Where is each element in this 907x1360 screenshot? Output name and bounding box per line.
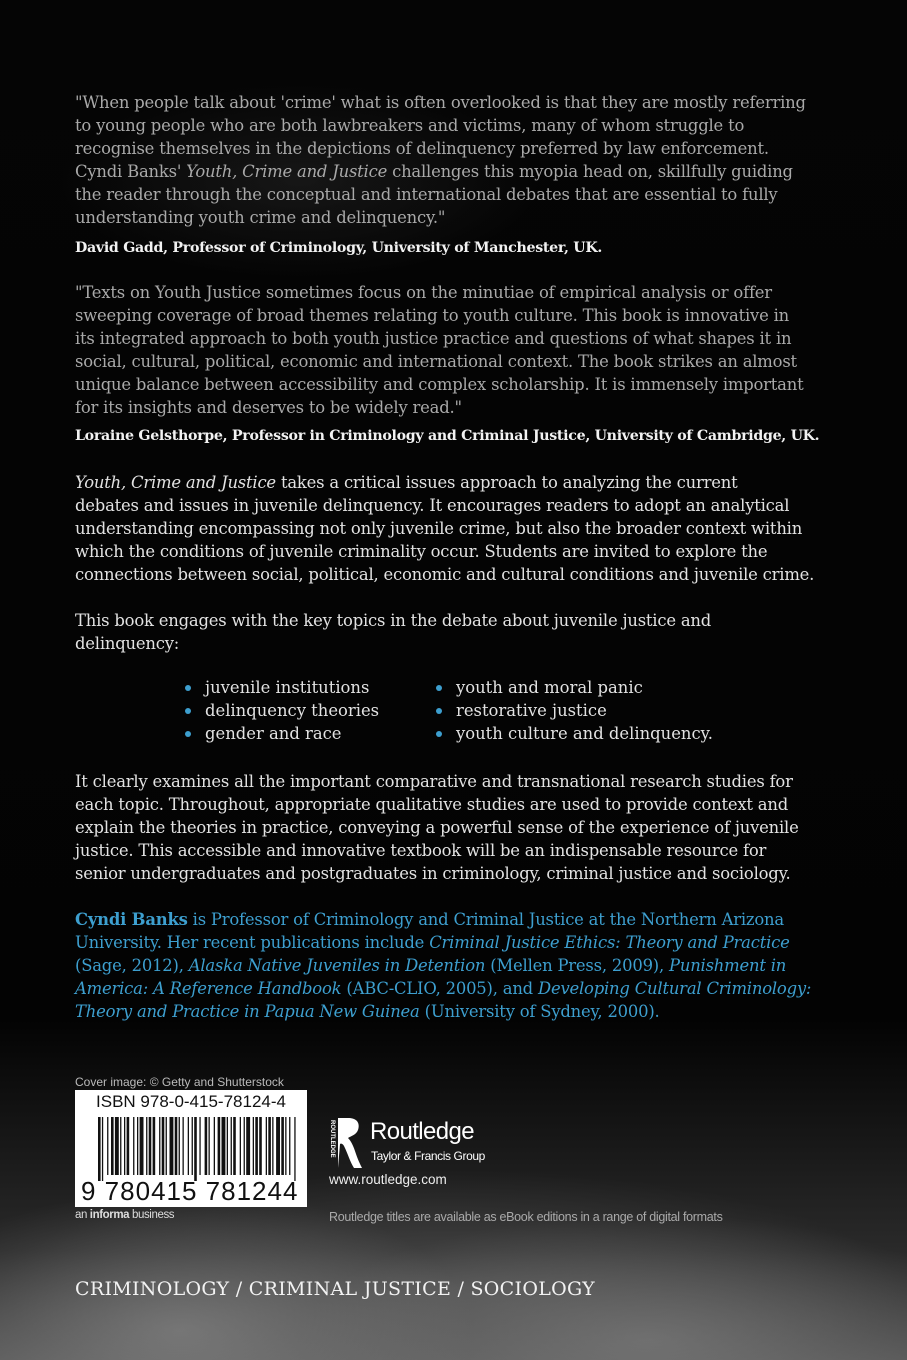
text-line <box>75 91 806 114</box>
text-segment: understanding encompassing not only juvenile crime, but also the broader context within <box>75 519 803 538</box>
barcode-bar <box>231 1117 232 1175</box>
text-segment: which the conditions of juvenile criminality occur. Students are invited to explore the <box>75 542 768 561</box>
text-line <box>75 494 814 517</box>
barcode-bar <box>214 1117 215 1175</box>
text-segment: It clearly examines all the important comparative and transnational research studies for <box>75 772 793 791</box>
text-line <box>75 206 806 229</box>
bullet-icon <box>185 731 191 737</box>
text-segment: (Sage, 2012), <box>75 956 189 975</box>
text-segment: (University of Sydney, 2000). <box>419 1002 660 1021</box>
topic-item <box>185 722 379 745</box>
barcode-bar <box>179 1117 180 1175</box>
text-line <box>75 931 811 954</box>
endorsement-quote-1 <box>75 91 806 229</box>
barcode-bars <box>98 1117 298 1181</box>
barcode-bar <box>146 1117 147 1175</box>
barcode-bar <box>175 1117 178 1175</box>
italic-title: America: A Reference Handbook <box>75 979 342 998</box>
routledge-r-icon <box>338 1118 362 1168</box>
text-line <box>75 373 804 396</box>
barcode-bar <box>170 1117 174 1175</box>
text-line <box>75 839 799 862</box>
bullet-icon <box>436 685 442 691</box>
text-segment: the reader through the conceptual and international debates that are essential to fully <box>75 185 778 204</box>
text-segment: unique balance between accessibility and complex scholarship. It is immensely important <box>75 375 804 394</box>
text-line <box>75 350 804 373</box>
barcode-bar <box>111 1117 114 1175</box>
barcode-bar <box>140 1117 144 1175</box>
topic-item <box>185 699 379 722</box>
endorsement-attribution-1: David Gadd, Professor of Criminology, University of Manchester, UK. <box>75 240 603 256</box>
publisher-website[interactable]: www.routledge.com <box>329 1172 447 1187</box>
endorsement-attribution-2: Loraine Gelsthorpe, Professor in Criminology and Criminal Justice, University of Cambridge, UK. <box>75 428 820 444</box>
book-description <box>75 471 814 586</box>
topic-label: youth and moral panic <box>456 678 643 697</box>
text-line <box>75 304 804 327</box>
bullet-icon <box>185 708 191 714</box>
barcode-bar <box>281 1117 284 1175</box>
italic-title: Alaska Native Juveniles in Detention <box>188 956 486 975</box>
logo-vertical-text: ROUTLEDGE <box>329 1120 335 1158</box>
text-line <box>75 954 811 977</box>
text-segment: its integrated approach to both youth justice practice and questions of what shapes it in <box>75 329 792 348</box>
text-line <box>75 517 814 540</box>
author-name: Cyndi Banks <box>75 910 188 929</box>
publisher-name: Routledge <box>370 1118 475 1145</box>
barcode-bar <box>240 1117 241 1175</box>
text-line <box>75 183 806 206</box>
topic-label: juvenile institutions <box>205 678 370 697</box>
text-line <box>75 609 711 632</box>
barcode-bar <box>124 1117 125 1175</box>
topic-item <box>185 676 379 699</box>
barcode-bar <box>289 1117 290 1175</box>
topic-item <box>436 722 713 745</box>
barcode-bar <box>192 1117 193 1175</box>
text-segment: challenges this myopia head on, skillfully guiding <box>387 162 793 181</box>
text-line <box>75 977 811 1000</box>
cover-image-credit: Cover image: © Getty and Shutterstock <box>75 1075 284 1089</box>
topic-item <box>436 699 713 722</box>
barcode-bar <box>253 1117 254 1175</box>
barcode-bar <box>244 1117 245 1175</box>
barcode-bar <box>149 1117 152 1175</box>
text-segment: debates and issues in juvenile delinquency. It encourages readers to adopt an analytical <box>75 496 790 515</box>
text-line <box>75 540 814 563</box>
ebook-note: Routledge titles are available as eBook editions in a range of digital formats <box>329 1210 723 1224</box>
informa-prefix: an <box>75 1209 87 1221</box>
italic-title: Criminal Justice Ethics: Theory and Practice <box>429 933 790 952</box>
barcode-bar <box>268 1117 271 1175</box>
barcode-bar <box>115 1117 119 1175</box>
barcode-bar <box>259 1117 262 1175</box>
text-line <box>75 770 799 793</box>
informa-tagline <box>75 1209 174 1221</box>
barcode-bar <box>222 1117 226 1175</box>
barcode-bar <box>218 1117 221 1175</box>
italic-title: Youth, Crime and Justice <box>186 162 388 181</box>
barcode-bar <box>233 1117 236 1175</box>
isbn-label: ISBN 978-0-415-78124-4 <box>96 1092 286 1111</box>
barcode-bar <box>153 1117 156 1175</box>
text-line <box>75 862 799 885</box>
text-line <box>75 160 806 183</box>
text-segment: (ABC-CLIO, 2005), and <box>341 979 538 998</box>
informa-suffix: business <box>131 1209 175 1221</box>
barcode-bar <box>285 1117 286 1175</box>
barcode-bar <box>98 1117 101 1181</box>
text-segment: "Texts on Youth Justice sometimes focus on the minutiae of empirical analysis or offer <box>75 283 772 302</box>
text-segment: each topic. Throughout, appropriate qualitative studies are used to provide context and <box>75 795 789 814</box>
text-line <box>75 1000 811 1023</box>
barcode-bar <box>137 1117 138 1175</box>
text-line <box>75 327 804 350</box>
barcode-bar <box>120 1117 121 1175</box>
author-bio <box>75 908 811 1023</box>
barcode-bar <box>246 1117 250 1175</box>
text-segment: takes a critical issues approach to analyzing the current <box>275 473 738 492</box>
barcode-bar <box>205 1117 208 1175</box>
italic-title: Punishment in <box>669 956 787 975</box>
subject-category: CRIMINOLOGY / CRIMINAL JUSTICE / SOCIOLOGY <box>75 1278 595 1300</box>
text-segment: explain the theories in practice, conveying a powerful sense of the experience of juvenile <box>75 818 799 837</box>
barcode-bar <box>133 1117 134 1175</box>
text-segment: understanding youth crime and delinquency." <box>75 208 446 227</box>
text-line <box>75 137 806 160</box>
barcode-bar <box>272 1117 273 1175</box>
bullet-icon <box>436 731 442 737</box>
text-line <box>75 793 799 816</box>
isbn-barcode <box>75 1090 307 1207</box>
barcode-bar <box>255 1117 258 1175</box>
barcode-bar <box>209 1117 210 1175</box>
barcode-bar <box>107 1117 108 1175</box>
text-segment: for its insights and deserves to be widely read." <box>75 398 462 417</box>
barcode-bar <box>102 1117 103 1181</box>
text-line <box>75 816 799 839</box>
barcode-bar <box>199 1117 200 1175</box>
text-segment: justice. This accessible and innovative textbook will be an indispensable resource for <box>75 841 767 860</box>
text-line <box>75 632 711 655</box>
text-segment: sweeping coverage of broad themes relating to youth culture. This book is innovative in <box>75 306 790 325</box>
barcode-bar <box>266 1117 267 1175</box>
barcode-bar <box>276 1117 280 1175</box>
text-segment: "When people talk about 'crime' what is often overlooked is that they are mostly referring <box>75 93 806 112</box>
text-segment: University. Her recent publications include <box>75 933 430 952</box>
text-line <box>75 908 811 931</box>
barcode-bar <box>194 1117 197 1181</box>
topic-item <box>436 676 713 699</box>
topics-intro <box>75 609 711 655</box>
topic-label: delinquency theories <box>205 701 380 720</box>
text-line <box>75 281 804 304</box>
topic-label: restorative justice <box>456 701 607 720</box>
informa-brand: informa <box>89 1209 130 1221</box>
topics-list-right <box>436 676 713 745</box>
barcode-bar <box>183 1117 184 1175</box>
text-segment: senior undergraduates and postgraduates in criminology, criminal justice and sociology. <box>75 864 791 883</box>
text-segment: connections between social, political, economic and cultural conditions and juvenile crime. <box>75 565 815 584</box>
text-segment: to young people who are both lawbreakers and victims, many of whom struggle to <box>75 116 745 135</box>
publisher-group: Taylor & Francis Group <box>371 1149 485 1163</box>
barcode-bar <box>294 1117 295 1181</box>
text-segment: This book engages with the key topics in the debate about juvenile justice and <box>75 611 712 630</box>
italic-title: Developing Cultural Criminology: <box>538 979 812 998</box>
text-segment: recognise themselves in the depictions of delinquency preferred by law enforcement. <box>75 139 769 158</box>
text-line <box>75 396 804 419</box>
barcode-bar <box>162 1117 165 1175</box>
text-line <box>75 563 814 586</box>
barcode-bar <box>127 1117 130 1175</box>
italic-title: Youth, Crime and Justice <box>75 473 276 492</box>
text-line <box>75 114 806 137</box>
routledge-logo-icon <box>328 1118 364 1168</box>
text-segment: is Professor of Criminology and Criminal Justice at the Northern Arizona <box>187 910 784 929</box>
bullet-icon <box>436 708 442 714</box>
italic-title: Theory and Practice in Papua New Guinea <box>75 1002 420 1021</box>
barcode-bar <box>227 1117 228 1175</box>
barcode-bar <box>166 1117 167 1175</box>
topic-label: gender and race <box>205 724 342 743</box>
endorsement-quote-2 <box>75 281 804 419</box>
barcode-bar <box>188 1117 189 1175</box>
topic-label: youth culture and delinquency. <box>456 724 713 743</box>
book-summary <box>75 770 799 885</box>
topics-list-left <box>185 676 379 745</box>
text-segment: Cyndi Banks' <box>75 162 187 181</box>
text-segment: social, cultural, political, economic and international context. The book strikes an almost <box>75 352 797 371</box>
barcode-number: 9 780415 781244 <box>81 1176 299 1206</box>
text-segment: delinquency: <box>75 634 180 653</box>
text-segment: (Mellen Press, 2009), <box>485 956 670 975</box>
text-line <box>75 471 814 494</box>
bullet-icon <box>185 685 191 691</box>
barcode-bar <box>159 1117 160 1175</box>
